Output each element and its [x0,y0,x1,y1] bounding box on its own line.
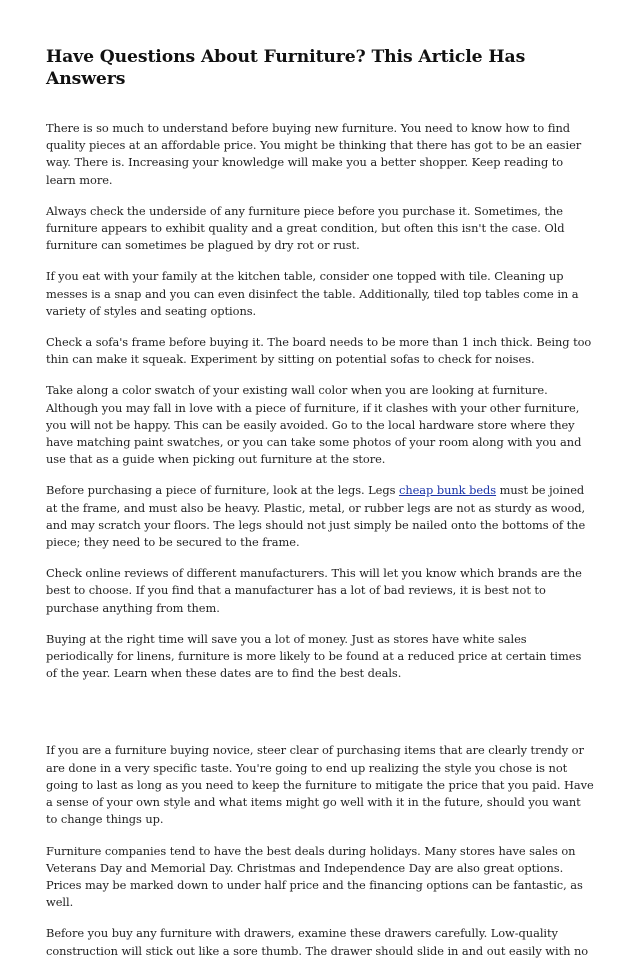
paragraph-color-swatch: Take along a color swatch of your existing wall color when you are looking at furniture. Although you may fall in love with a piece of furniture, if it clashes with your other furniture, you will not be happy. This can be easily avoided. Go to the local hardware store where they have matching paint swatches, or you can take some photos of your room along with you and use that as a guide when picking out furniture at the store. [46,383,582,467]
document-title: Have Questions About Furniture? This Article Has Answers [46,47,526,89]
paragraph-drawers: Before you buy any furniture with drawers, examine these drawers carefully. Low-quality construction will stick out like a sore thumb. The drawer should slide in and out easily with no [46,926,589,958]
paragraph-legs-after: must be joined at the frame, and must also be heavy. Plastic, metal, or rubber legs are not as sturdy as wood, and may scratch your floors. The legs should not just simply be nailed onto the bottoms of the piece; they need to be secured to the frame. [46,483,586,550]
paragraph-right-time: Buying at the right time will save you a lot of money. Just as stores have white sales periodically for linens, furniture is more likely to be found at a reduced price at certain times of the year. Learn when these dates are to find the best deals. [46,631,582,681]
paragraph-legs [46,482,594,551]
paragraph-reviews: Check online reviews of different manufacturers. This will let you know which brands are the best to choose. If you find that a manufacturer has a lot of bad reviews, it is best not to purchase anything from them. [46,566,582,615]
document-page [46,46,594,974]
paragraph-underside: Always check the underside of any furniture piece before you purchase it. Sometimes, the furniture appears to exhibit quality and a great condition, but often this isn't the case. Old furniture can sometimes be plagued by dry rot or rust. [46,203,565,253]
paragraph-holidays: Furniture companies tend to have the best deals during holidays. Many stores have sales on Veterans Day and Memorial Day. Christmas and Independence Day are also great options. Prices may be marked down to under half price and the financing options can be fantastic, as well. [46,843,583,910]
cheap-bunk-beds-link[interactable]: cheap bunk beds [398,483,497,498]
paragraph-intro: There is so much to understand before buying new furniture. You need to know how to find quality pieces at an affordable price. You might be thinking that there has got to be an easier way. There is. Increasing your knowledge will make you a better shopper. Keep reading to learn more. [46,121,582,187]
paragraph-legs-before: Before purchasing a piece of furniture, look at the legs. Legs [46,483,399,498]
paragraph-tile-table: If you eat with your family at the kitchen table, consider one topped with tile. Cleaning up messes is a snap and you can even disinfect the table. Additionally, tiled top tables come in a variety of styles and seating options. [46,269,579,318]
paragraph-novice: If you are a furniture buying novice, steer clear of purchasing items that are clearly trendy or are done in a very specific taste. You're going to end up realizing the style you chose is not going to last as long as you need to keep the furniture to mitigate the price that you paid. Have a sense of your own style and what items might go well with it in the future, should you want to change things up. [46,743,594,827]
paragraph-sofa-frame: Check a sofa's frame before buying it. The board needs to be more than 1 inch thick. Being too thin can make it squeak. Experiment by sitting on potential sofas to check for noises. [46,335,592,367]
